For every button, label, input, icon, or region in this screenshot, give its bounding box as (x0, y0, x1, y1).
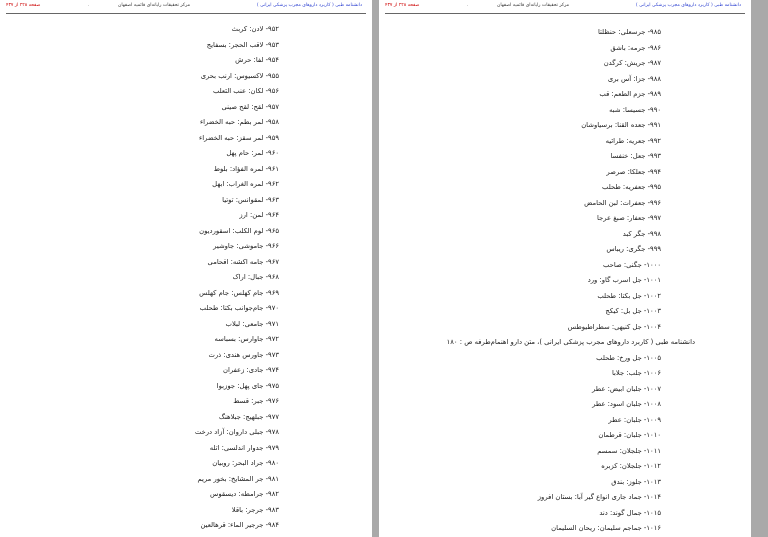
header-rule (385, 13, 745, 14)
entry-item: ۹۵۸- لمر بطم: حبه الخضراء (199, 118, 279, 126)
entry-item: ۹۹۶- جعفرات: لبن الحامض (584, 198, 661, 207)
entry-item: ۹۷۲- جاوارس: بسباسه (214, 335, 279, 343)
entry-item: ۹۸۷- جریش: کرگدن (603, 59, 661, 67)
entry-item: ۹۹۳- جعل: خنفسا (610, 152, 661, 160)
entry-item: ۱۰۰۵- جل ورخ: طحلب (596, 353, 661, 362)
entry-item: ۹۸۵- جرسعلی: حنظلتا (597, 28, 661, 36)
entry-item: ۹۶۵- لوم الکلب: اسقوردیون (199, 226, 279, 235)
entry-item: ۹۶۷- جامه اکشه: اقحامی (207, 257, 279, 266)
entry-item: ۹۶۱- لمره الفؤاد: بلوط (213, 164, 279, 173)
entry-item: ۱۰۰۹- جلبان: عطر (608, 415, 661, 424)
header-center: مرکز تحقیقات رایانه‌ای قائمیه اصفهان (118, 3, 191, 8)
entry-item: ۹۶۳- لمقوانس: توتیا (222, 195, 279, 204)
entry-item: ۹۸۴- جرجیر الماء: قرهالعین (200, 521, 279, 529)
entry-item: ۹۹۲- جعریه: طراثیه (605, 136, 661, 145)
entry-item: دانشنامه طبی ( کاربرد داروهای مجرب پزشکی ایرانی )، متن دارو اهنمام‌طرفه ص : ۱۸۰ (446, 338, 695, 346)
page-header (0, 0, 372, 12)
entry-item: ۹۷۸- جبلی داروان: آزاد درخت (194, 428, 279, 436)
entry-item: ۹۶۶- جاموشی: جاوشیر (213, 242, 279, 250)
document-page-right (379, 0, 751, 537)
entry-item: ۱۰۱۰- جلبان: قرطمان (598, 431, 661, 439)
header-title: دانشنامه طبی ( کاربرد داروهای مجرب پزشکی ایرانی ) (256, 3, 362, 8)
header-page-number: صفحه ۲۲۸ از ۴۳۷ (6, 3, 41, 8)
entry-item: ۱۰۱۲- جلجلان: کزبره (601, 462, 661, 470)
document-page-left (0, 0, 372, 537)
entry-item: ۱۰۱۴- جماد جاری انواع گیر آبا: بستان افروز (537, 493, 661, 501)
entry-item: ۹۵۲- لادن: کربث (231, 25, 279, 33)
entry-item: ۹۷۵- جای پهل: جوزبوا (216, 381, 279, 390)
entry-item: ۹۷۳- جاورس هندی: ذرت (208, 350, 279, 359)
entry-item: ۱۰۱۳- جلوز: بندق (611, 477, 661, 486)
entry-item: ۹۸۸- جزا: آس بری (607, 74, 661, 83)
entry-item: ۹۶۲- لمره الغراب: ابهل (212, 180, 279, 188)
entry-item: ۹۹۹- جگری: ریباس (606, 245, 661, 253)
entry-item: ۱۰۱۵- جمال گوند: دند (599, 508, 661, 517)
entry-item: ۹۵۳- لاقب الحجر: بسفایج (206, 40, 279, 49)
entry-item: ۱۰۰۳- جل بل: کیکج (605, 307, 661, 315)
entry-item: ۱۰۱۶- جماجم سلیمان: ریحان السلیمان (551, 524, 661, 532)
entry-item: ۹۸۹- جزم الطعم: قب (599, 90, 661, 98)
entry-item: ۹۸۳- جرجر: باقلا (231, 505, 279, 514)
entry-item: ۹۷۰- جام‌جوانب بکتا: طحلب (199, 304, 279, 312)
header-page-number: صفحه ۲۲۸ از ۴۳۷ (385, 3, 420, 8)
header-dot: . (88, 3, 90, 8)
entry-item: ۱۰۰۶- جلب: جلابا (611, 369, 661, 377)
entry-item: ۹۹۴- جعلکا: صرصر (606, 167, 661, 176)
entry-item: ۱۰۰۰- جگنی: صاحب (602, 260, 661, 269)
entry-item: ۹۵۵- لاکسیوس: ارنب بحری (200, 71, 279, 80)
entry-item: ۹۹۷- جعفار: صبغ عرجا (597, 214, 661, 222)
entry-item: ۹۶۴- لمن: ارز (239, 211, 279, 219)
entry-item: ۹۹۱- جعده القنا: برسیاوشان (581, 121, 661, 129)
header-title: دانشنامه طبی ( کاربرد داروهای مجرب پزشکی ایرانی ) (635, 3, 741, 8)
entry-item: ۹۷۱- جامعی: لبلاب (225, 319, 279, 328)
entry-item: ۱۰۱۱- جلجلان: سمسم (597, 446, 661, 455)
entry-item: ۹۵۶- لکان: عنب الثعلب (212, 87, 279, 95)
entry-item: ۱۰۰۱- جل اسرب گاو: ورد (587, 276, 661, 284)
entry-item: ۹۷۶- جبر: قسط (233, 397, 279, 405)
page-header (379, 0, 751, 12)
entry-item: ۹۷۹- جدوار اندلسی: اتله (209, 443, 279, 452)
entry-item: ۹۶۸- جبال: اراک (232, 273, 279, 281)
entry-list (446, 25, 695, 537)
entry-item: ۹۹۸- جگر کبد (622, 229, 661, 238)
entry-item: ۹۸۶- جرمه: باشق (610, 43, 661, 52)
entry-item: ۱۰۰۴- جل کنیهی: سطراطیوطس (567, 322, 661, 331)
entry-item: ۹۸۱- جر المشایخ: بخور مریم (197, 474, 279, 483)
entry-item: ۹۷۷- جبلهیج: جبلاهنگ (218, 412, 279, 421)
entry-item: ۹۶۹- جام کهلس: جام کهلس (199, 288, 279, 297)
entry-item: ۹۹۵- جعفریه: طحلب (602, 183, 661, 191)
entry-item: ۹۹۰- جسیسا: شبه (609, 105, 661, 114)
entry-item: ۹۵۴- لفا: حرش (235, 56, 279, 64)
entry-item: ۹۷۴- جادی: زعفران (222, 366, 279, 374)
entry-item: ۹۶۰- لمر: حام پهل (226, 149, 279, 157)
entry-list (195, 22, 279, 534)
entry-item: ۱۰۰۷- جلبان ابیض: عطر (592, 384, 661, 393)
entry-item: ۱۰۰۲- جل بکتا: طحلب (597, 291, 661, 300)
entry-item: ۹۸۰- جراد البحر: روبیان (212, 459, 279, 467)
entry-item: ۹۵۷- لقح: لقح صینی (221, 102, 279, 111)
entry-item: ۱۰۰۸- جلبان اسود: عطر (592, 400, 661, 408)
entry-item: ۹۵۹- لمر سقز: حبه الخضراء (199, 133, 279, 142)
header-rule (6, 13, 366, 14)
entry-item: ۹۸۲- جرامطه: دیسقوس (210, 490, 279, 498)
header-dot: . (467, 3, 469, 8)
header-center: مرکز تحقیقات رایانه‌ای قائمیه اصفهان (497, 3, 570, 8)
